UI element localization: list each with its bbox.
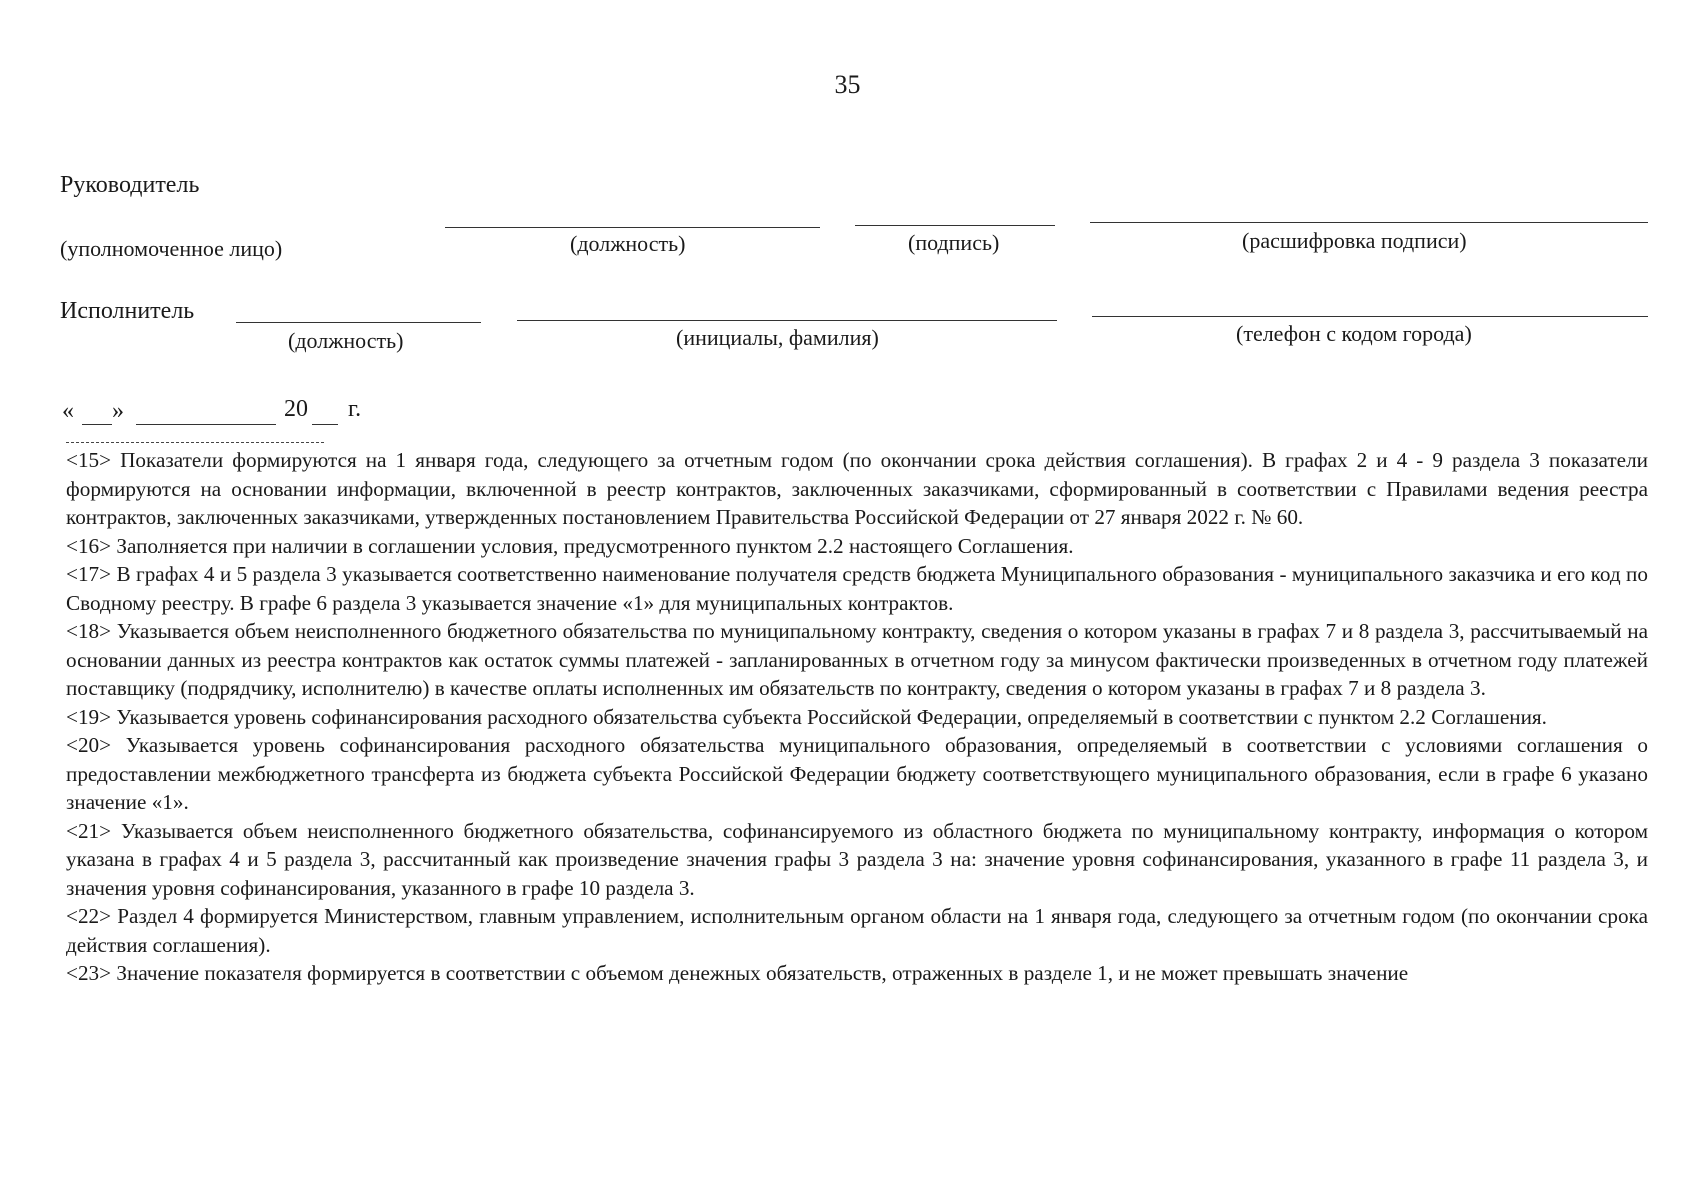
date-year: 20 — [284, 396, 308, 422]
decoding-line — [1090, 222, 1648, 223]
footnote-15: <15> Показатели формируются на 1 января года, следующего за отчетным годом (по окончании срока действия соглашения). В графах 2 и 4 - 9 раздела 3 показатели формируются на основании информации, включенной в реестр контрактов, заключенных заказчиками, сформированный в соответствии с Правилами ведения реестра контрактов, заключенных заказчиками, утвержденных постановлением Правительства Российской Федерации от 27 января 2022 г. № 60. — [66, 448, 1648, 529]
head-label: Руководитель — [60, 172, 200, 198]
footnote-separator — [66, 442, 324, 443]
footnote-18: <18> Указывается объем неисполненного бюджетного обязательства по муниципальному контракту, сведения о котором указаны в графах 7 и 8 раздела 3, рассчитываемый на основании данных из реестра контрактов как остаток суммы платежей - запланированных в отчетном году за минусом фактически произведенных в отчетном году платежей поставщику (подрядчику, исполнителю) в качестве оплаты исполненных им обязательств по контракту, сведения о котором указаны в графах 7 и 8 раздела 3. — [66, 619, 1648, 700]
date-quote-close: » — [112, 398, 124, 424]
footnote-20: <20> Указывается уровень софинансирования расходного обязательства муниципального образования, определяемый в соответствии с условиями соглашения о предоставлении межбюджетного трансферта из бюджета субъекта Российской Федерации бюджету соответствующего муниципального образования, если в графе 6 указано значение «1». — [66, 733, 1648, 814]
signature-caption: (подпись) — [908, 230, 1000, 255]
date-quote-open: « — [62, 398, 74, 424]
initials-line — [517, 320, 1057, 321]
date-year-line — [312, 424, 338, 425]
date-day-line — [82, 424, 112, 425]
position-caption: (должность) — [570, 231, 686, 256]
phone-line — [1092, 316, 1648, 317]
page-number: 35 — [834, 70, 861, 99]
footnote-19: <19> Указывается уровень софинансирования расходного обязательства субъекта Российской Федерации, определяемый в соответствии с пунктом 2.2 Соглашения. — [66, 704, 1547, 729]
executor-position-line — [236, 322, 481, 323]
date-suffix: г. — [348, 396, 362, 422]
initials-caption: (инициалы, фамилия) — [676, 325, 879, 350]
phone-caption: (телефон с кодом города) — [1236, 321, 1472, 346]
footnote-23: <23> Значение показателя формируется в соответствии с объемом денежных обязательств, отраженных в разделе 1, и не может превышать значение — [66, 961, 1409, 985]
decoding-caption: (расшифровка подписи) — [1242, 228, 1467, 253]
footnote-21: <21> Указывается объем неисполненного бюджетного обязательства, софинансируемого из областного бюджета по муниципальному контракту, информация о котором указана в графах 4 и 5 раздела 3, рассчитанный как произведение значения графы 3 раздела 3 на: значение уровня софинансирования, указанного в графе 11 раздела 3, и значения уровня софинансирования, указанного в графе 10 раздела 3. — [66, 818, 1648, 900]
footnotes — [66, 446, 1648, 988]
executor-position-caption: (должность) — [288, 328, 404, 353]
position-line — [445, 227, 820, 228]
signature-line — [855, 225, 1055, 226]
footnote-16: <16> Заполняется при наличии в соглашении условия, предусмотренного пунктом 2.2 настоящего Соглашения. — [66, 533, 1074, 558]
executor-label: Исполнитель — [60, 298, 195, 324]
head-sub-label: (уполномоченное лицо) — [60, 236, 283, 261]
date-month-line — [136, 424, 276, 425]
footnote-17: <17> В графах 4 и 5 раздела 3 указывается соответственно наименование получателя средств бюджета Муниципального образования - муниципального заказчика и его код по Сводному реестру. В графе 6 раздела 3 указывается значение «1» для муниципальных контрактов. — [66, 562, 1648, 615]
footnote-22: <22> Раздел 4 формируется Министерством, главным управлением, исполнительным органом области на 1 января года, следующего за отчетным годом (по окончании срока действия соглашения). — [66, 904, 1648, 957]
